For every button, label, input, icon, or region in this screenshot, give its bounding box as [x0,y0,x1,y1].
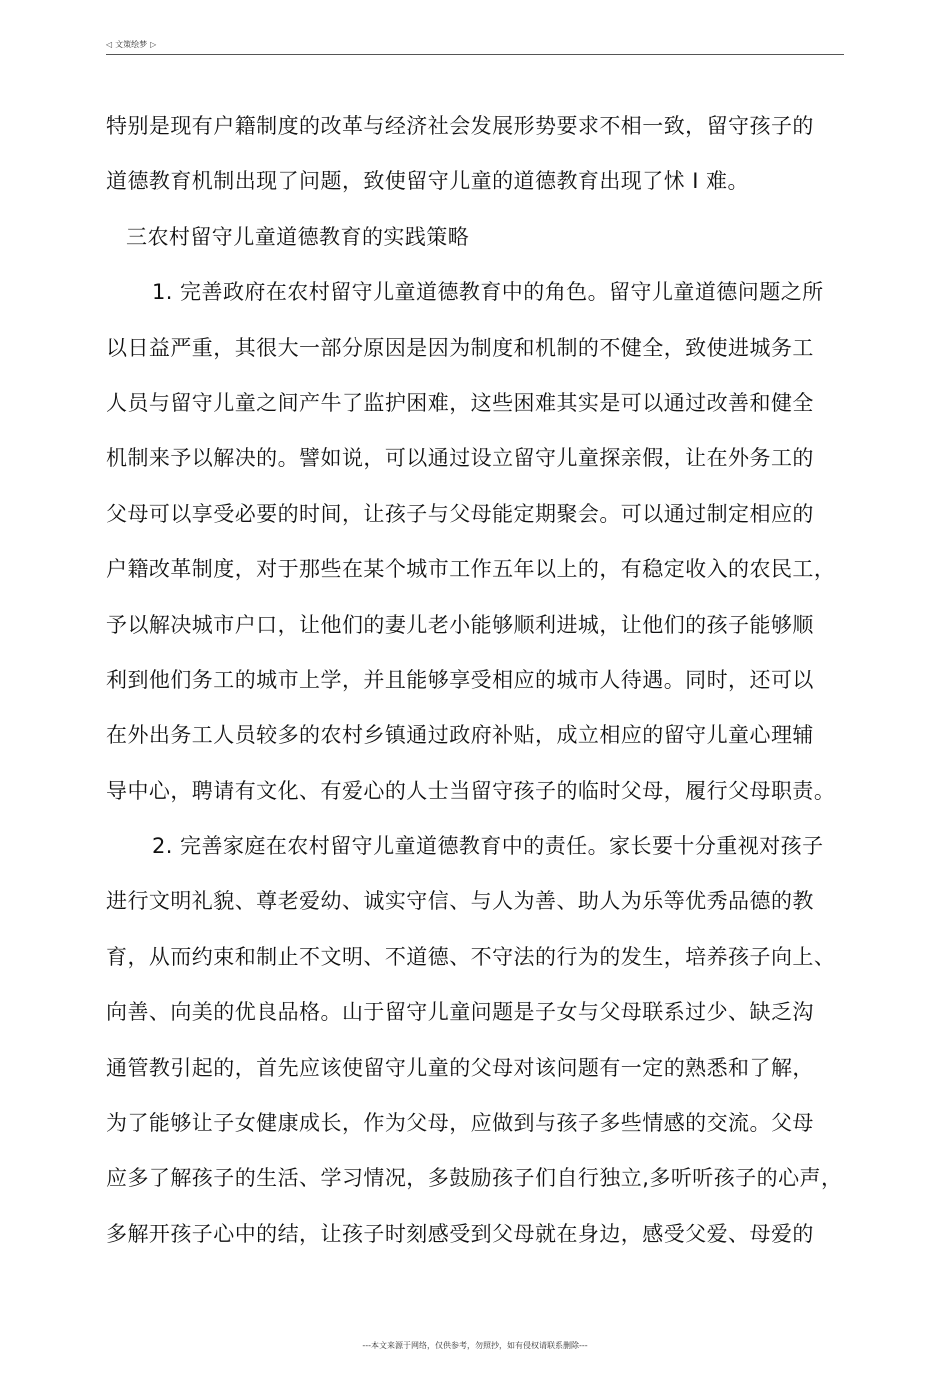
page-footer: ---本文来源于网络，仅供参考，勿照抄，如有侵权请联系删除--- [362,1341,588,1350]
paragraph-family-responsibility [106,819,866,1262]
text-line: 父母可以享受必要的时间，让孩子与父母能定期聚会。可以通过制定相应的 [106,501,814,526]
text-line: 在外出务工人员较多的农村乡镇通过政府补贴，成立相应的留守儿童心理辅 [106,723,814,748]
text-line: 导中心，聘请有文化、有爱心的人士当留守孩子的临时父母，履行父母职责。 [106,778,836,803]
text-line: 道德教育机制出现了问题，致使留守儿童的道德教育出现了怵 I 难。 [106,169,749,194]
text-line: 予以解决城市户口，让他们的妻儿老小能够顺利进城，让他们的孩子能够顺 [106,612,814,637]
text-line: 多解开孩子心中的结，让孩子时刻感受到父母就在身边，感受父爱、母爱的 [106,1221,814,1246]
text-line: 户籍改革制度，对于那些在某个城市工作五年以上的，有稳定收入的农民工， [106,557,836,582]
paragraph-continuation [106,99,866,210]
text-line: 进行文明礼貌、尊老爱幼、诚实守信、与人为善、助人为乐等优秀品德的教 [106,889,814,914]
page-header [106,40,844,55]
triangle-right-icon: ▷ [150,40,157,49]
header-title: 文策绘梦 [115,40,148,49]
text-line: 育，从而约束和制止不文明、不道德、不守法的行为的发生，培养孩子向上、 [106,944,836,969]
section-title: 三农村留守儿童道德教育的实践策略 [126,224,470,249]
triangle-left-icon: ◁ [106,40,113,49]
text-line: 利到他们务工的城市上学，并且能够享受相应的城市人待遇。同时，还可以 [106,667,814,692]
header-brand [106,40,156,50]
text-line: 以日益严重，其很大一部分原因是因为制度和机制的不健全，致使进城务工 [106,335,814,360]
text-line: 特别是现有户籍制度的改革与经济社会发展形势要求不相一致，留守孩子的 [106,114,814,138]
text-line: 向善、向美的优良品格。山于留守儿童问题是子女与父母联系过少、缺乏沟 [106,1000,814,1025]
text-line: 应多了解孩子的生活、学习情况，多鼓励孩子们自行独立,多听听孩子的心声， [106,1166,843,1191]
text-line: 2. 完善家庭在农村留守儿童道德教育中的责任。家长要十分重视对孩子 [152,834,824,859]
text-line: 为了能够让子女健康成长，作为父母，应做到与孩子多些情感的交流。父母 [106,1111,814,1136]
document-body [106,99,866,1262]
text-line: 1. 完善政府在农村留守儿童道德教育中的角色。留守儿童道德问题之所 [152,280,824,305]
text-line: 机制来予以解决的。譬如说，可以通过设立留守儿童探亲假，让在外务工的 [106,446,814,471]
text-line: 通管教引起的，首先应该使留守儿童的父母对该问题有一定的熟悉和了解， [106,1055,814,1080]
text-line: 人员与留守儿童之间产牛了监护困难，这些困难其实是可以通过改善和健全 [106,390,814,415]
paragraph-government-role [106,265,866,819]
section-heading [106,210,866,265]
